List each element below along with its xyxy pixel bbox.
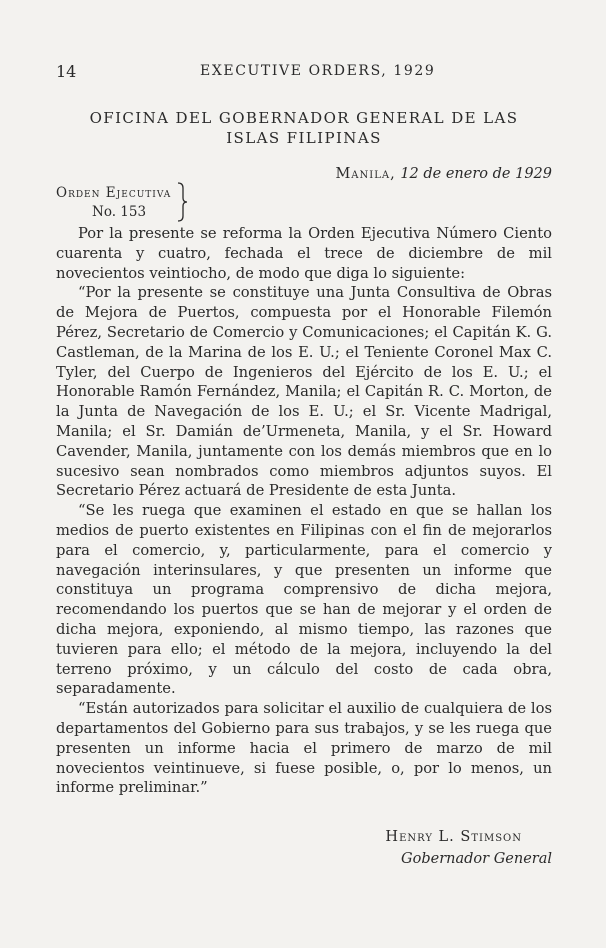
office-heading-line-2: ISLAS FILIPINAS — [226, 129, 382, 147]
signature-block — [300, 826, 552, 870]
running-header — [0, 60, 606, 82]
paragraph-2: “Por la presente se constituye una Junta Consultiva de Obras de Mejora de Puertos, compuesta por el Honorable Filemón Pérez, Secretario de Comercio y Comunicaciones; el Capitán K. G. Castleman, de la Marina de los E. U.; el Teniente Coronel Max C. Tyler, del Cuerpo de Ingenieros del Ejército de los E. U.; el Honorable Ramón Fernández, Manila; el Capitán R. C. Morton, de la Junta de Navegación de los E. U.; el Sr. Vicente Madrigal, Manila; el Sr. Damián de’Urmeneta, Manila, y el Sr. Howard Cavender, Manila, juntamente con los demás miembros que en lo sucesivo sean nombrados como miembros adjuntos suyos. El Secretario Pérez actuará de Presidente de esta Junta. — [56, 284, 552, 500]
page-number: 14 — [56, 62, 77, 81]
order-body — [56, 224, 552, 798]
brace-icon — [176, 182, 188, 222]
office-heading — [56, 108, 552, 148]
dateline-place: Manila, — [335, 166, 396, 182]
paragraph-3: “Se les ruega que examinen el estado en que se hallan los medios de puerto existentes en Filipinas con el fin de mejorarlos para el comercio, y, particularmente, para el comercio y navegación interinsulares, y que presenten un informe que constituya un programa comprensivo de dicha mejora, recomendando los puertos que se han de mejorar y el orden de dicha mejora, exponiendo, al mismo tiempo, las razones que tuvieren para ello; el método de la mejora, incluyendo la del terreno próximo, y un cálculo del costo de cada obra, separadamente. — [56, 502, 552, 698]
signatory-title: Gobernador General — [401, 851, 552, 867]
order-number: No. 153 — [92, 204, 147, 220]
office-heading-line-1: OFICINA DEL GOBERNADOR GENERAL DE LAS — [89, 109, 519, 127]
order-designation — [56, 184, 171, 222]
paragraph-1: Por la presente se reforma la Orden Ejecutiva Número Ciento cuarenta y cuatro, fechada el trece de diciembre de mil novecientos veintiocho, de modo que diga lo siguiente: — [56, 225, 552, 282]
signatory-name: Henry L. Stimson — [385, 829, 522, 845]
running-title: EXECUTIVE ORDERS, 1929 — [200, 63, 436, 79]
dateline — [290, 166, 552, 182]
dateline-date: 12 de enero de 1929 — [400, 166, 552, 182]
order-label: Orden Ejecutiva — [56, 185, 172, 201]
paragraph-4: “Están autorizados para solicitar el auxilio de cualquiera de los departamentos del Gobierno para sus trabajos, y se les ruega que presenten un informe hacia el primero de marzo de mil novecientos veintinueve, si fuese posible, o, por lo menos, un informe preliminar.” — [56, 700, 552, 797]
